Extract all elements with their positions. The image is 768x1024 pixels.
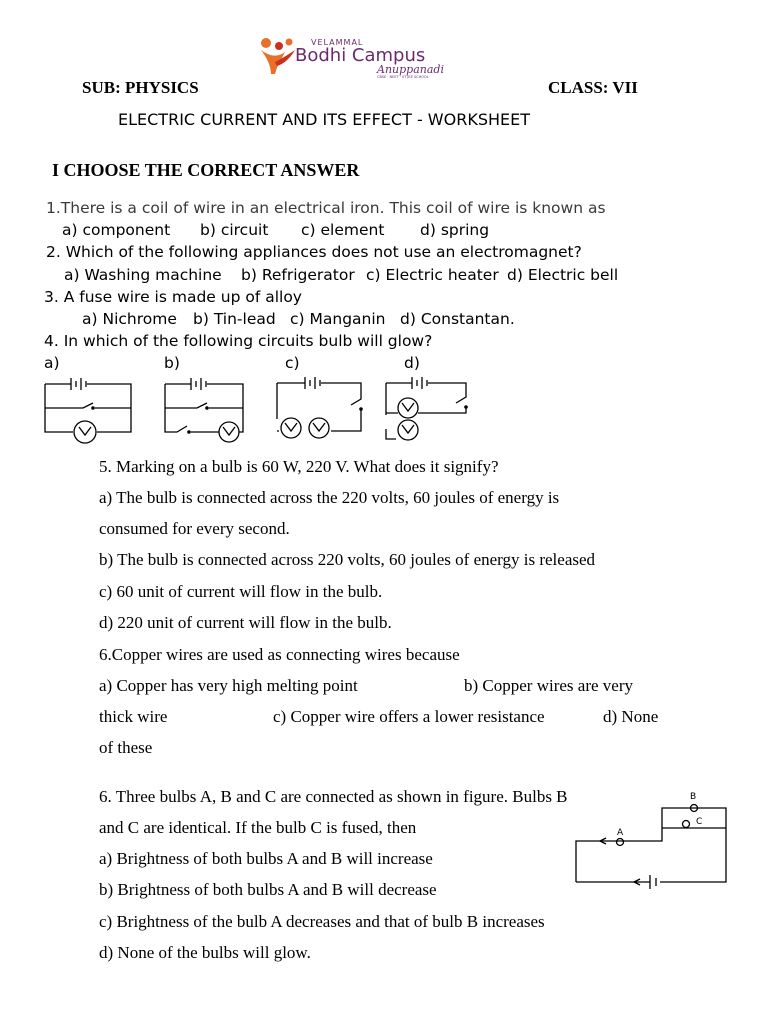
q1-option-c: c) element bbox=[301, 221, 385, 239]
three-bulbs-circuit-diagram bbox=[574, 786, 734, 886]
logo-place: Anuppanadi bbox=[377, 63, 444, 76]
q3-option-c: c) Manganin bbox=[290, 310, 386, 328]
q3-option-a: a) Nichrome bbox=[82, 310, 177, 328]
q5-option-c: c) 60 unit of current will flow in the bulb. bbox=[99, 582, 383, 601]
circuit-diagram-d bbox=[384, 375, 468, 441]
q5-option-a: a) The bulb is connected across the 220 volts, 60 joules of energy is bbox=[99, 488, 560, 507]
class-label: CLASS: VII bbox=[548, 78, 638, 97]
logo-org-line: VELAMMAL bbox=[311, 38, 364, 47]
q4-label-c: c) bbox=[285, 354, 300, 372]
q6-copper-option-d: d) None bbox=[603, 707, 659, 726]
q2-option-b: b) Refrigerator bbox=[241, 266, 355, 284]
q6-copper-option-a: a) Copper has very high melting point bbox=[99, 676, 358, 695]
q3-option-b: b) Tin-lead bbox=[193, 310, 276, 328]
circuit-diagram-b bbox=[163, 376, 245, 438]
section-title: I CHOOSE THE CORRECT ANSWER bbox=[52, 160, 360, 180]
circuit-diagram-a bbox=[43, 376, 133, 438]
question-4: 4. In which of the following circuits bulb will glow? bbox=[44, 332, 433, 350]
logo-figure-icon bbox=[255, 36, 297, 76]
q2-option-d: d) Electric bell bbox=[507, 266, 619, 284]
q6-copper-option-c: c) Copper wire offers a lower resistance bbox=[273, 707, 545, 726]
q6-bulbs-option-b: b) Brightness of both bulbs A and B will decrease bbox=[99, 880, 437, 899]
q5-option-b: b) The bulb is connected across 220 volts, 60 joules of energy is released bbox=[99, 550, 596, 569]
question-6-copper: 6.Copper wires are used as connecting wires because bbox=[99, 645, 460, 664]
q1-option-a: a) component bbox=[62, 221, 171, 239]
question-1: 1.There is a coil of wire in an electrical iron. This coil of wire is known as bbox=[46, 199, 606, 217]
q5-option-a-continued: consumed for every second. bbox=[99, 519, 290, 538]
question-2: 2. Which of the following appliances does not use an electromagnet? bbox=[46, 243, 582, 261]
question-6-bulbs: 6. Three bulbs A, B and C are connected as shown in figure. Bulbs B bbox=[99, 787, 568, 806]
logo-tagline: CBSE · NEET · IIT JEE SCHOOL bbox=[377, 75, 429, 79]
q4-label-b: b) bbox=[164, 354, 180, 372]
q2-option-a: a) Washing machine bbox=[64, 266, 222, 284]
bulb-label-a: A bbox=[617, 828, 624, 838]
q4-label-a: a) bbox=[44, 354, 60, 372]
q6-bulbs-option-c: c) Brightness of the bulb A decreases and that of bulb B increases bbox=[99, 912, 545, 931]
q4-label-d: d) bbox=[404, 354, 420, 372]
question-3: 3. A fuse wire is made up of alloy bbox=[44, 288, 302, 306]
q1-option-b: b) circuit bbox=[200, 221, 269, 239]
q3-option-d: d) Constantan. bbox=[400, 310, 515, 328]
q6-copper-option-b-continued: thick wire bbox=[99, 707, 168, 726]
q2-option-c: c) Electric heater bbox=[366, 266, 499, 284]
q1-option-d: d) spring bbox=[420, 221, 490, 239]
q5-option-d: d) 220 unit of current will flow in the bulb. bbox=[99, 613, 392, 632]
subject-label: SUB: PHYSICS bbox=[82, 78, 199, 97]
q6-bulbs-text-continued: and C are identical. If the bulb C is fused, then bbox=[99, 818, 417, 837]
worksheet-title: ELECTRIC CURRENT AND ITS EFFECT - WORKSHEET bbox=[118, 110, 530, 129]
question-5: 5. Marking on a bulb is 60 W, 220 V. What does it signify? bbox=[99, 457, 499, 476]
school-logo bbox=[255, 36, 470, 78]
q6-copper-option-b: b) Copper wires are very bbox=[464, 676, 633, 695]
bulb-label-b: B bbox=[690, 792, 697, 802]
q6-bulbs-option-d: d) None of the bulbs will glow. bbox=[99, 943, 311, 962]
bulb-label-c: C bbox=[696, 817, 703, 827]
q6-copper-option-d-continued: of these bbox=[99, 738, 153, 757]
circuit-diagram-c bbox=[275, 375, 365, 437]
q6-bulbs-option-a: a) Brightness of both bulbs A and B will increase bbox=[99, 849, 433, 868]
logo-name: Bodhi Campus bbox=[295, 45, 426, 66]
